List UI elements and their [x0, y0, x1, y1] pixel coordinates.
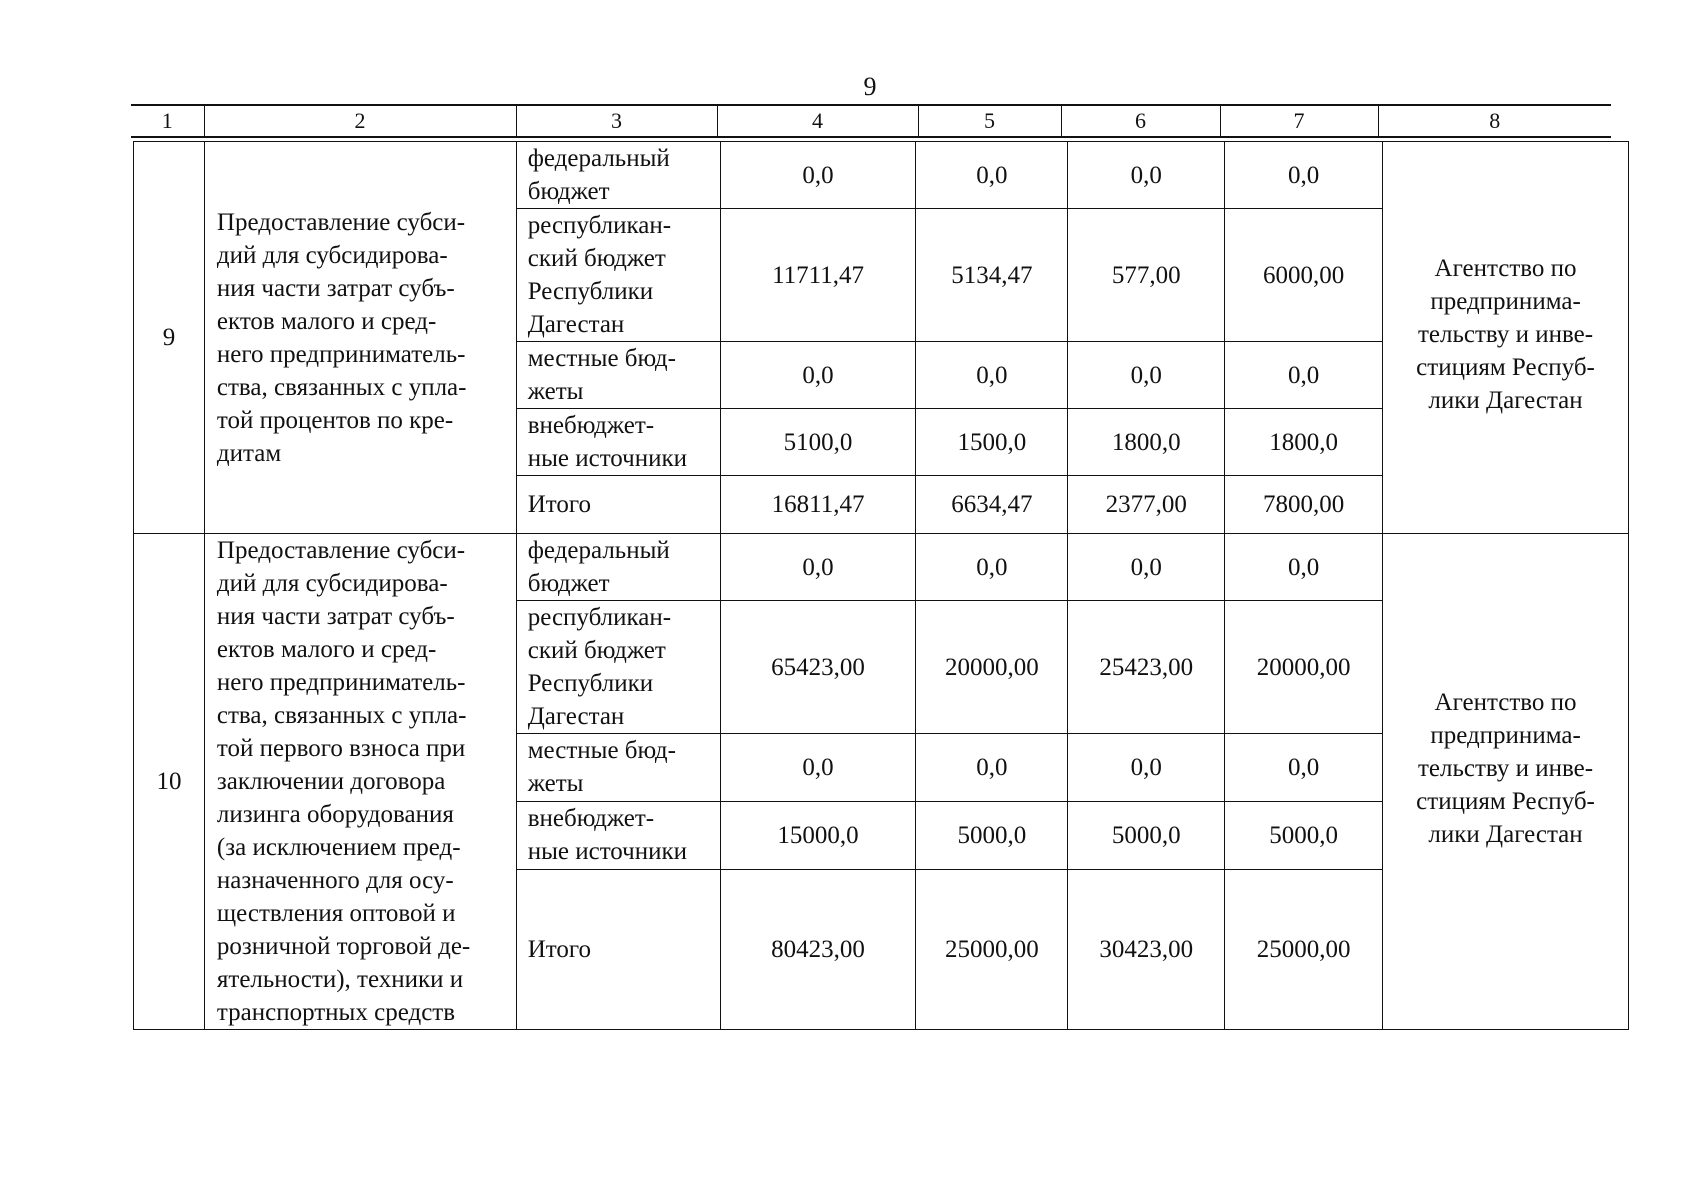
value-cell: 6000,00: [1225, 209, 1383, 342]
column-header: 2: [204, 105, 516, 137]
funding-source: федеральный бюджет: [516, 142, 720, 209]
funding-source: внебюджет- ные источники: [516, 409, 720, 476]
total-value-cell: 16811,47: [720, 476, 916, 534]
value-cell: 0,0: [1225, 142, 1383, 209]
column-header: 4: [717, 105, 918, 137]
value-cell: 5100,0: [720, 409, 916, 476]
responsible-agency: Агентство по предпринима- тельству и инве- стициям Респуб- лики Дагестан: [1383, 534, 1629, 1030]
funding-source: внебюджет- ные источники: [516, 801, 720, 869]
column-header: 8: [1378, 105, 1611, 137]
value-cell: 0,0: [916, 534, 1068, 601]
value-cell: 1800,0: [1225, 409, 1383, 476]
funding-source: федеральный бюджет: [516, 534, 720, 601]
row-number: 10: [134, 534, 205, 1030]
funding-source: республикан- ский бюджет Республики Дагестан: [516, 209, 720, 342]
value-cell: 577,00: [1068, 209, 1225, 342]
value-cell: 0,0: [1068, 342, 1225, 409]
funding-source: республикан- ский бюджет Республики Дагестан: [516, 601, 720, 734]
value-cell: 0,0: [1225, 534, 1383, 601]
total-value-cell: 80423,00: [720, 869, 916, 1029]
funding-table: [133, 141, 1629, 1030]
column-header: 7: [1220, 105, 1378, 137]
total-value-cell: 30423,00: [1068, 869, 1225, 1029]
page-number: 9: [863, 72, 877, 101]
funding-source: местные бюд- жеты: [516, 342, 720, 409]
value-cell: 5000,0: [1225, 801, 1383, 869]
value-cell: 5000,0: [916, 801, 1068, 869]
value-cell: 0,0: [1068, 142, 1225, 209]
measure-name: Предоставление субси- дий для субсидирова- ния части затрат субъ- ектов малого и сред- него предприниматель- ства, связанных с упла- той процентов по кре- дитам: [204, 142, 516, 534]
value-cell: 25423,00: [1068, 601, 1225, 734]
value-cell: 65423,00: [720, 601, 916, 734]
funding-source: местные бюд- жеты: [516, 734, 720, 801]
total-value-cell: 6634,47: [916, 476, 1068, 534]
table-row: [134, 534, 1629, 601]
value-cell: 5134,47: [916, 209, 1068, 342]
value-cell: 0,0: [720, 734, 916, 801]
column-header: 5: [918, 105, 1061, 137]
value-cell: 15000,0: [720, 801, 916, 869]
value-cell: 20000,00: [1225, 601, 1383, 734]
row-number: 9: [134, 142, 205, 534]
total-value-cell: 25000,00: [1225, 869, 1383, 1029]
table-row: [134, 142, 1629, 209]
measure-name: Предоставление субси- дий для субсидирова- ния части затрат субъ- ектов малого и сред- него предприниматель- ства, связанных с упла- той первого взноса при заключении договора лизинга оборудования (за исключением пред- назначенного для осу- ществления оптовой и розничной торговой де- ятельности), техники и транспортных средств: [204, 534, 516, 1030]
value-cell: 0,0: [916, 734, 1068, 801]
column-header: 6: [1061, 105, 1220, 137]
funding-source-total: Итого: [516, 476, 720, 534]
value-cell: 5000,0: [1068, 801, 1225, 869]
value-cell: 11711,47: [720, 209, 916, 342]
value-cell: 0,0: [720, 534, 916, 601]
value-cell: 0,0: [916, 342, 1068, 409]
funding-source-total: Итого: [516, 869, 720, 1029]
value-cell: 0,0: [1068, 534, 1225, 601]
total-value-cell: 2377,00: [1068, 476, 1225, 534]
value-cell: 1500,0: [916, 409, 1068, 476]
value-cell: 0,0: [1225, 342, 1383, 409]
value-cell: 1800,0: [1068, 409, 1225, 476]
total-value-cell: 25000,00: [916, 869, 1068, 1029]
value-cell: 0,0: [916, 142, 1068, 209]
column-number-header: [131, 104, 1611, 138]
value-cell: 0,0: [1068, 734, 1225, 801]
column-header: 3: [516, 105, 717, 137]
value-cell: 20000,00: [916, 601, 1068, 734]
value-cell: 0,0: [1225, 734, 1383, 801]
value-cell: 0,0: [720, 142, 916, 209]
responsible-agency: Агентство по предпринима- тельству и инве- стициям Респуб- лики Дагестан: [1383, 142, 1629, 534]
value-cell: 0,0: [720, 342, 916, 409]
total-value-cell: 7800,00: [1225, 476, 1383, 534]
column-header: 1: [131, 105, 204, 137]
